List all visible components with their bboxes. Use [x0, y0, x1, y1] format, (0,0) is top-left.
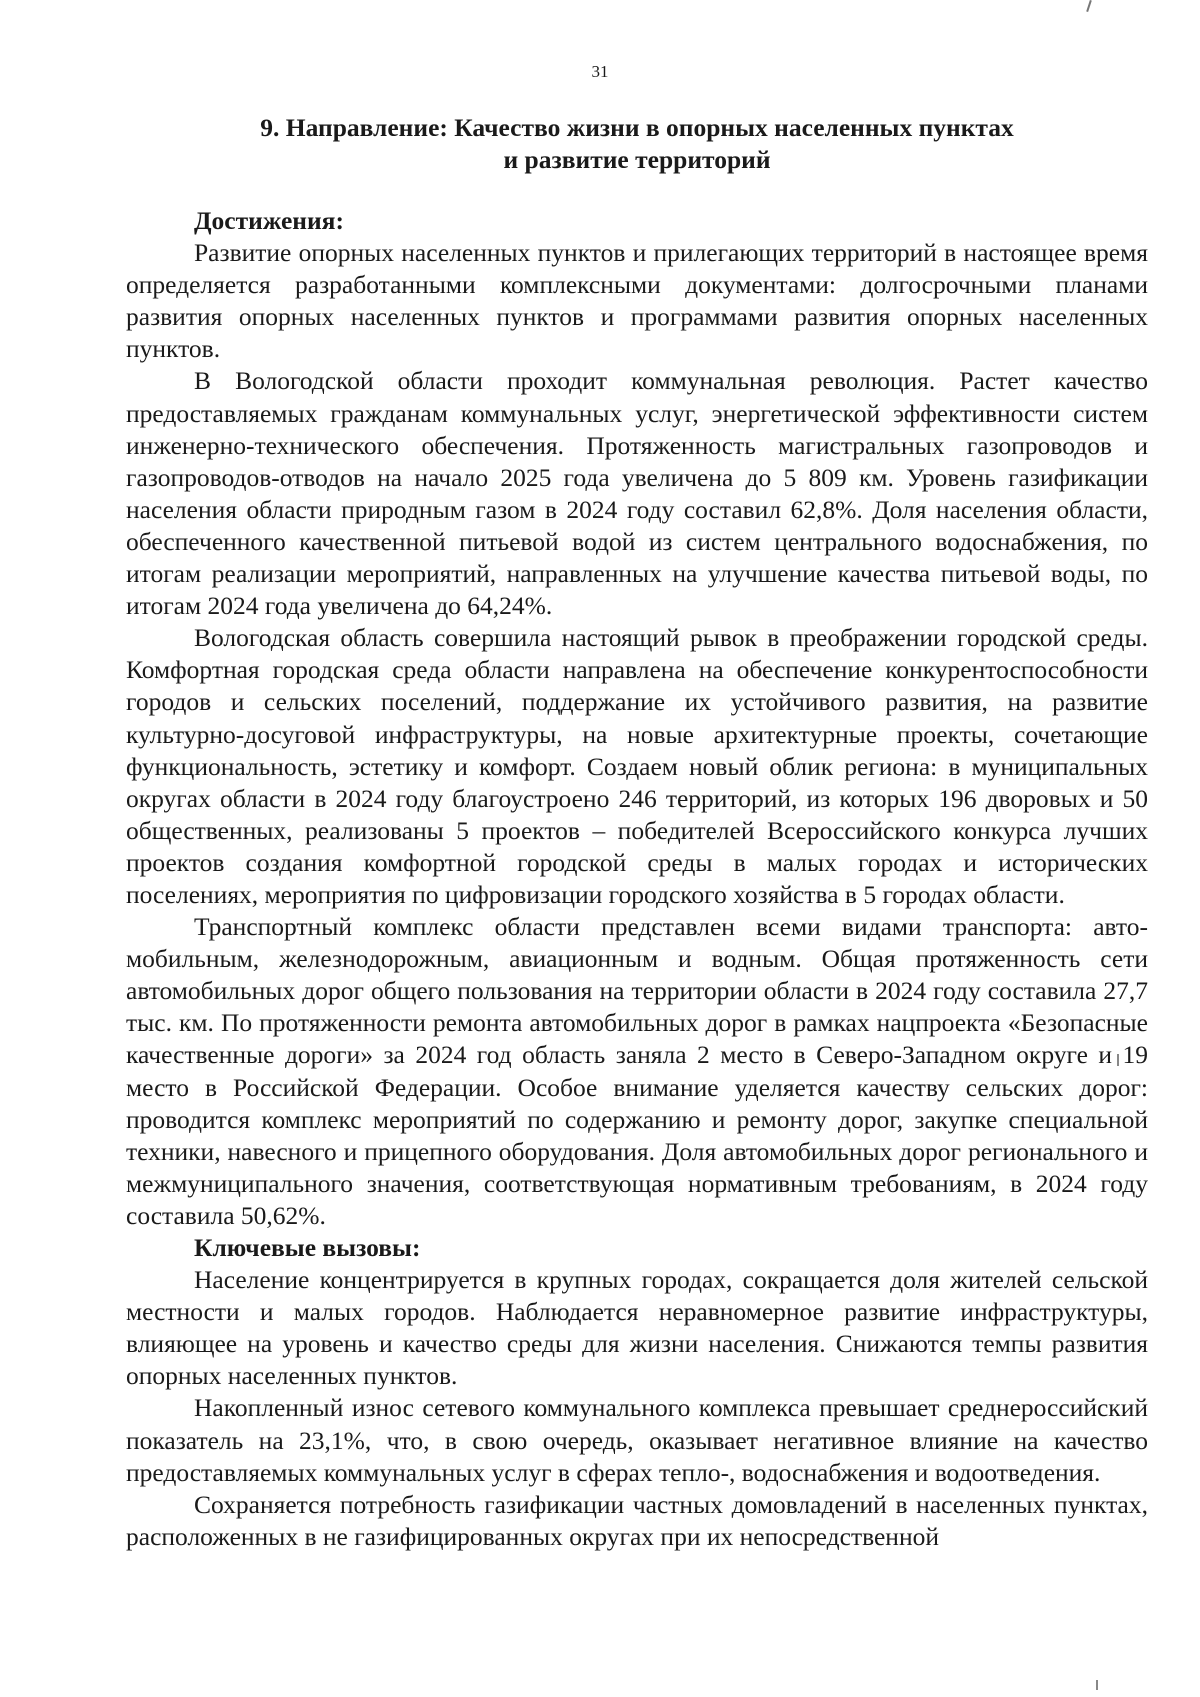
achievements-paragraph-3: Вологодская область совершила настоящий рывок в преображении городской среды. Комфортная городская среда области направлена на обеспечение конкурентоспособности городов и сельских поселений, поддержание их устойчивого развития, на развитие культурно-досуговой инфраструктуры, на новые архитектурные проекты, сочетающие функциональность, эстетику и комфорт. Создаем новый облик региона: в муниципальных округах области в 2024 году благоустроено 246 территорий, из которых 196 дворовых и 50 общественных, реализованы 5 проектов – победителей Всероссийского конкурса лучших проектов создания комфортной городской среды в малых городах и исторических поселениях, мероприятия по цифровизации городского хозяйства в 5 городах области.: [126, 623, 1148, 909]
achievements-paragraph-4: Транспортный комплекс области представлен всеми видами транспорта: автомобильным, железнодорожным, авиационным и водным. Общая протяженность сети автомобильных дорог общего пользования на территории области в 2024 году составила 27,7 тыс. км. По протяженности ремонта автомобильных дорог в рамках нацпроекта «Безопасные качественные дороги» за 2024 год область заняла 2 место в Северо-Западном округе и 19 место в Российской Федерации. Особое внимание уделяется качеству сельских дорог: проводится комплекс мероприятий по содержанию и ремонту дорог, закупке специальной техники, навесного и прицепного оборудования. Доля автомобильных дорог регионального и межмуниципального значения, соответствующая нормативным требованиям, в 2024 году составила 50,62%.: [126, 912, 1148, 1230]
section-title: [126, 112, 1148, 176]
document-body: [126, 205, 1148, 1553]
section-title-line-2: и развитие территорий: [503, 145, 771, 174]
challenges-heading: Ключевые вызовы:: [194, 1233, 421, 1262]
section-title-line-1: 9. Направление: Качество жизни в опорных населенных пунктах: [260, 113, 1014, 142]
challenges-paragraph-3: Сохраняется потребность газификации частных домовладений в населенных пунктах, расположенных в не газифицированных округах при их непосредственной: [126, 1489, 1148, 1551]
page-number: 31: [591, 62, 609, 81]
achievements-paragraph-1: Развитие опорных населенных пунктов и прилегающих территорий в настоящее время определяется разработанными комплексными документами: долгосрочными планами развития опорных населенных пунктов и программами развития опорных населенных пунктов.: [126, 238, 1148, 364]
achievements-paragraph-2: В Вологодской области проходит коммунальная революция. Растет качество предоставляемых гражданам коммунальных услуг, энергетической эффективности систем инженерно-технического обеспечения. Протяженность магистральных газопроводов и газопроводов-отводов на начало 2025 года увеличена до 5 809 км. Уровень газификации населения области природным газом в 2024 году составил 62,8%. Доля населения области, обеспеченного качественной питьевой водой из систем центрального водоснабжения, по итогам реализации мероприятий, направленных на улучшение качества питьевой воды, по итогам 2024 года увеличена до 64,24%.: [126, 366, 1148, 621]
scan-mark: [1086, 0, 1092, 12]
achievements-heading: Достижения:: [194, 206, 344, 235]
challenges-paragraph-2: Накопленный износ сетевого коммунального комплекса превышает среднероссийский показатель на 23,1%, что, в свою очередь, оказывает негативное влияние на качество предоставляемых коммунальных услуг в сферах тепло-, водоснабжения и водоотведения.: [126, 1393, 1148, 1487]
challenges-paragraph-1: Население концентрируется в крупных городах, сокращается доля жителей сельской местности и малых городов. Наблюдается неравномерное развитие инфраструктуры, влияющее на уровень и качество среды для жизни населения. Снижаются темпы развития опорных населенных пунктов.: [126, 1265, 1148, 1391]
scan-mark: [1096, 1680, 1098, 1690]
